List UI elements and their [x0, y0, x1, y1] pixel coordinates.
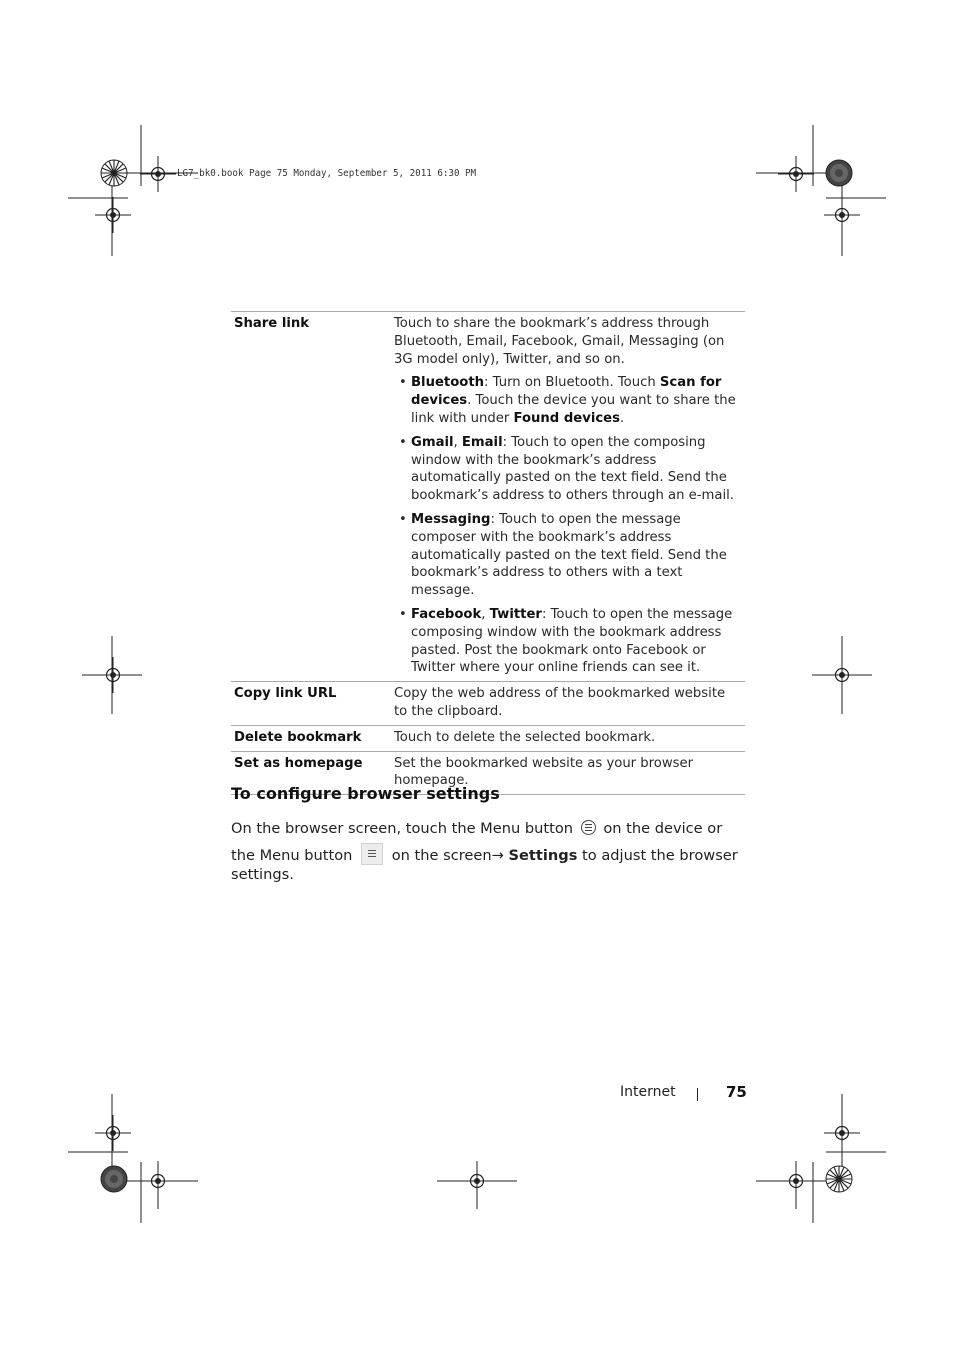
- bullet-text: : Touch to open the message composer with the bookmark’s address automatically pasted on the text field. Send the bookmark’s address to others with a text message.: [411, 511, 727, 599]
- settings-label: Settings: [508, 847, 578, 864]
- bold-term: Found devices: [513, 410, 620, 426]
- bold-term: Gmail: [411, 434, 454, 450]
- page-number: 75: [726, 1083, 747, 1101]
- arrow-glyph: →: [491, 847, 504, 864]
- bold-term: Twitter: [489, 606, 542, 622]
- option-term: Copy link URL: [231, 682, 391, 726]
- bullet-text: : Touch to open the message composing window with the bookmark address pasted. Post the bookmark onto Facebook or Twitter where your online friends can see it.: [411, 606, 733, 676]
- option-description: Copy the web address of the bookmarked website to the clipboard.: [391, 682, 745, 726]
- instruction-text: on the screen: [391, 847, 492, 864]
- bullet-text: ,: [453, 434, 462, 450]
- bold-term: Messaging: [411, 511, 491, 527]
- bullet-text: ,: [481, 606, 490, 622]
- instruction-paragraph: [231, 815, 751, 885]
- instruction-text: On the browser screen, touch the Menu button: [231, 820, 574, 837]
- option-description: Touch to delete the selected bookmark.: [391, 725, 745, 751]
- bullet-text: : Turn on Bluetooth. Touch: [484, 375, 660, 391]
- table-row: [231, 725, 745, 751]
- bold-term: Scan for devices: [411, 375, 722, 409]
- option-description-cell: [391, 312, 745, 682]
- share-options-list: [394, 374, 742, 677]
- table-row: [231, 682, 745, 726]
- section-heading: To configure browser settings: [231, 784, 500, 803]
- print-header: LG7_bk0.book Page 75 Monday, September 5, 2011 6:30 PM: [177, 168, 477, 179]
- option-term: Delete bookmark: [231, 725, 391, 751]
- instruction-text: settings.: [231, 866, 294, 883]
- list-item: [411, 606, 742, 677]
- bold-term: Facebook: [411, 606, 482, 622]
- bullet-text: . Touch the device you want to share the link with under: [411, 393, 736, 426]
- list-item: [411, 434, 742, 505]
- bullet-text: .: [619, 410, 625, 426]
- footer-section-name: Internet: [620, 1084, 676, 1100]
- option-description: Set the bookmarked website as your browser homepage.: [391, 751, 745, 795]
- bold-term: Bluetooth: [411, 375, 485, 391]
- option-description: Touch to share the bookmark’s address through Bluetooth, Email, Facebook, Gmail, Messaging (on 3G model only), Twitter, and so on.: [394, 316, 725, 367]
- bookmark-options-table: [231, 311, 745, 795]
- list-item: [411, 511, 742, 600]
- instruction-text: on the device or: [603, 820, 723, 837]
- footer-divider: [697, 1088, 698, 1101]
- option-term: Share link: [231, 312, 391, 682]
- option-term: Set as homepage: [231, 751, 391, 795]
- table-row: [231, 312, 745, 682]
- list-item: [411, 374, 742, 427]
- menu-round-icon: [581, 820, 596, 835]
- bullet-text: : Touch to open the composing window with the bookmark’s address automatically pasted on the text field. Send the bookmark’s address to others through an e-mail.: [411, 434, 734, 504]
- instruction-text: the Menu button: [231, 847, 353, 864]
- menu-square-icon: [361, 843, 383, 865]
- instruction-text: to adjust the browser: [582, 847, 738, 864]
- bold-term: Email: [461, 434, 503, 450]
